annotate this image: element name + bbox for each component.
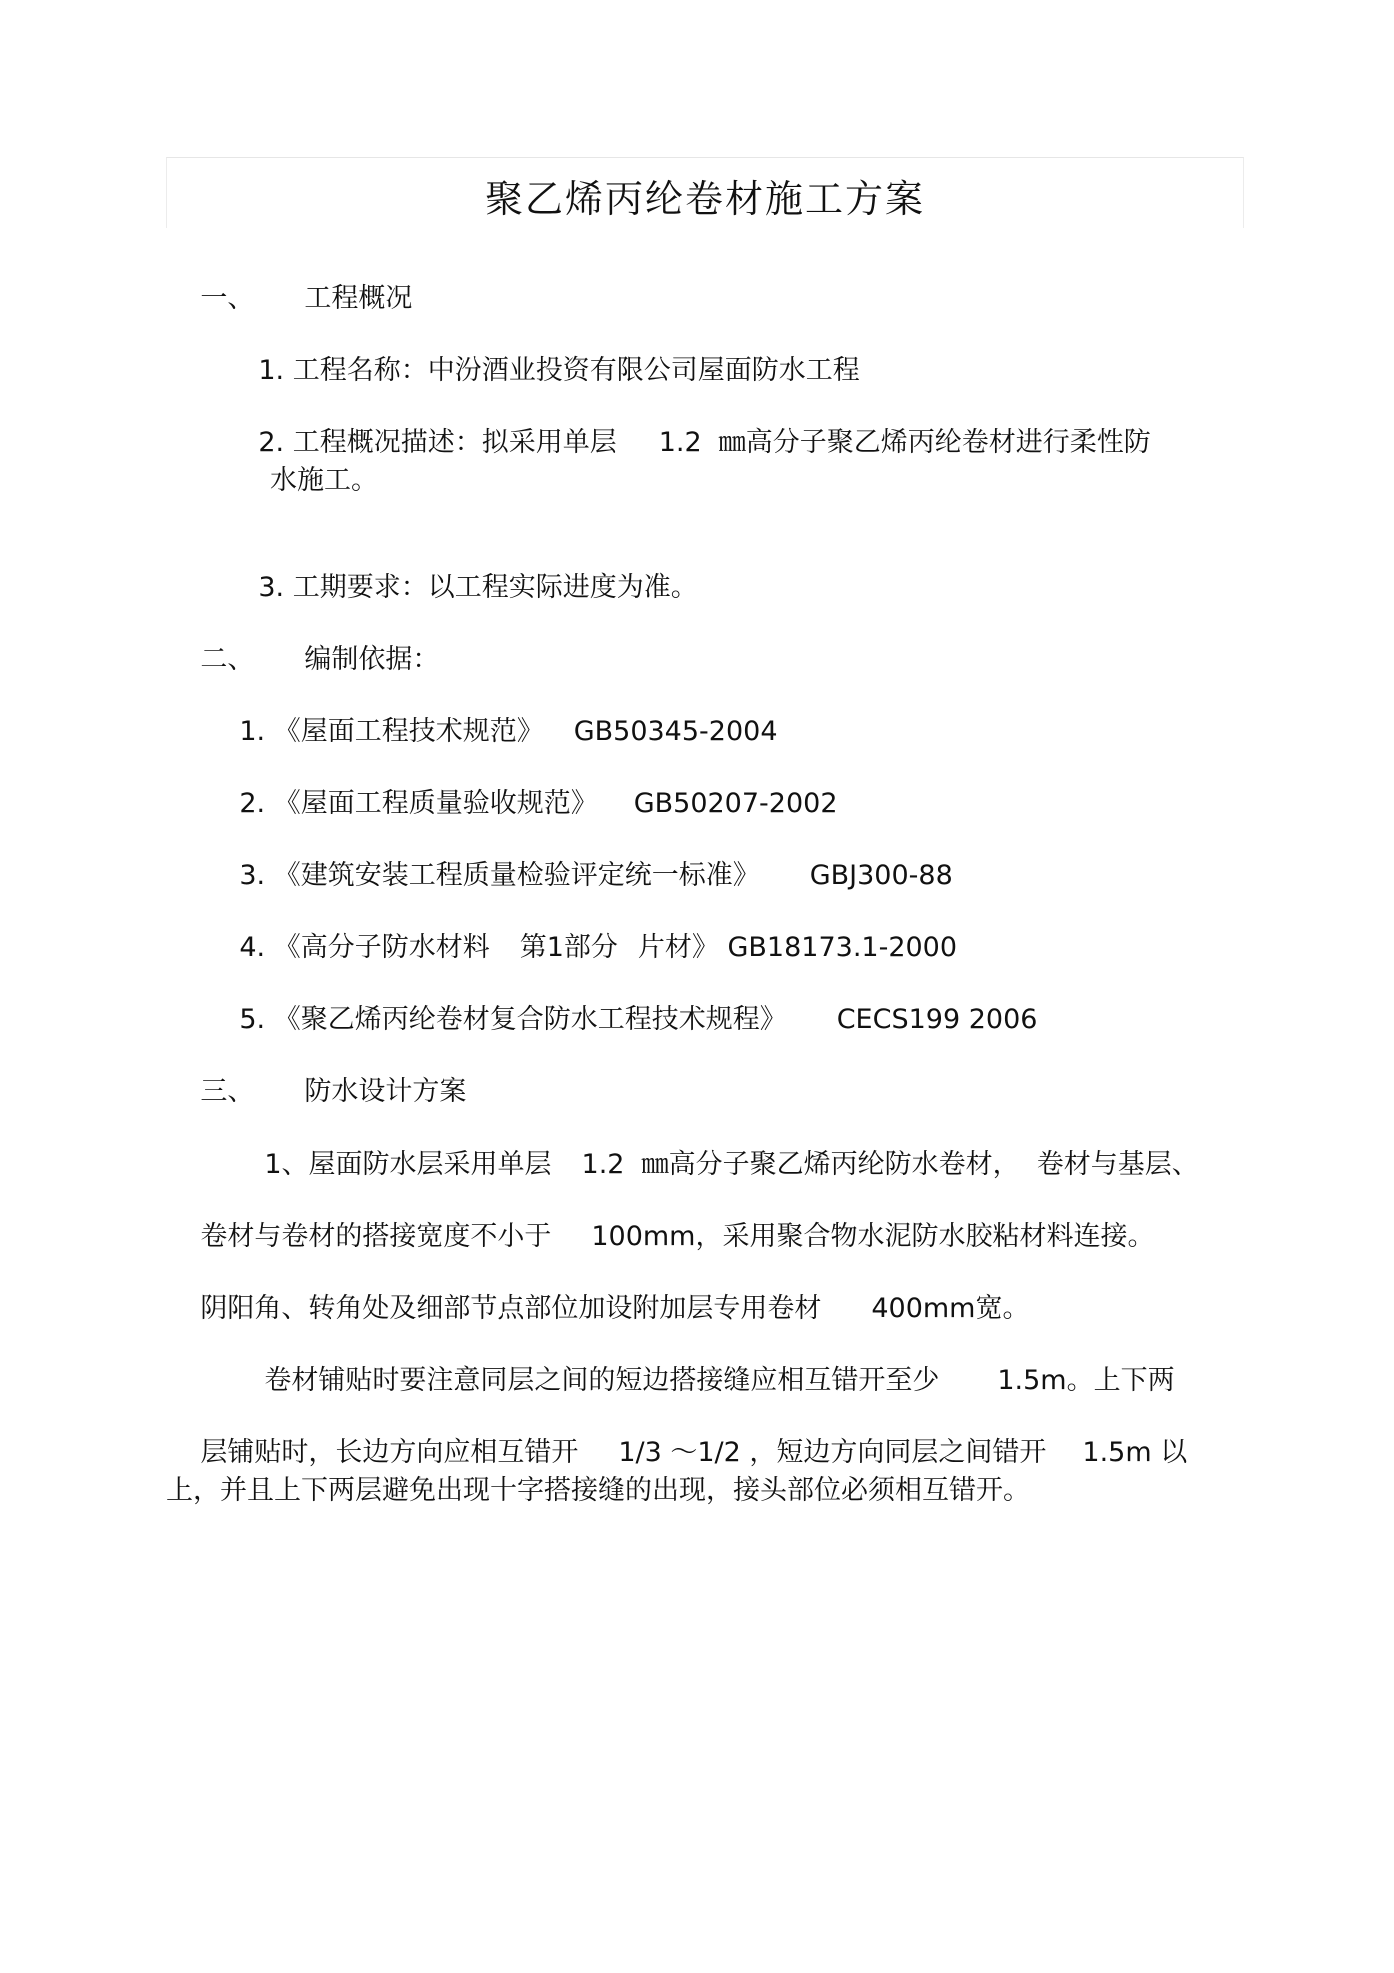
section-title: 防水设计方案 <box>304 1076 467 1107</box>
paragraph-text: 卷材与卷材的搭接宽度不小于 <box>200 1221 552 1252</box>
item-number: 3. <box>258 572 285 603</box>
standard-title-end: 片材》 <box>637 932 719 963</box>
item-text-cont: 1.2 ㎜高分子聚乙烯丙纶卷材进行柔性防 <box>658 427 1151 458</box>
standard-title: 《聚乙烯丙纶卷材复合防水工程技术规程》 <box>273 1004 787 1035</box>
standard-title: 《建筑安装工程质量检验评定统一标准》 <box>273 860 760 891</box>
paragraph-text: 1.2 ㎜高分子聚乙烯丙纶防水卷材， 卷材与基层、 <box>581 1149 1199 1180</box>
standard-part: 第1部分 <box>519 932 618 963</box>
item-text: 工程概况描述：拟采用单层 <box>292 427 617 458</box>
section-title: 工程概况 <box>304 283 413 314</box>
paragraph-text: 1.5m。上下两 <box>997 1365 1175 1396</box>
standard-title: 《高分子防水材料 <box>273 932 490 963</box>
item-number: 3. <box>239 860 266 891</box>
paragraph-text: 400mm宽。 <box>871 1293 1030 1324</box>
item-number: 1. <box>239 716 266 747</box>
standard-code: GB50345-2004 <box>573 716 778 747</box>
item-number: 5. <box>239 1004 266 1035</box>
item-number: 4. <box>239 932 266 963</box>
paragraph-text: 100mm，采用聚合物水泥防水胶粘材料连接。 <box>591 1221 1155 1252</box>
item-number: 2. <box>258 427 285 458</box>
title-box <box>166 157 1244 228</box>
paragraph-text: 阴阳角、转角处及细部节点部位加设附加层专用卷材 <box>200 1293 822 1324</box>
item-text: 工期要求：以工程实际进度为准。 <box>292 572 698 603</box>
paragraph-text: 1、屋面防水层采用单层 <box>264 1149 552 1180</box>
standard-title: 《屋面工程技术规范》 <box>273 716 544 747</box>
overview-item-2-cont: 水施工。 <box>270 465 378 496</box>
paragraph-text: 层铺贴时，长边方向应相互错开 <box>200 1437 579 1468</box>
section-number: 二、 <box>200 644 255 675</box>
standard-code: GBJ300-88 <box>809 860 953 891</box>
section-number: 一、 <box>200 283 255 314</box>
standard-title: 《屋面工程质量验收规范》 <box>273 788 598 819</box>
standard-code: GB18173.1-2000 <box>727 932 958 963</box>
item-text: 工程名称：中汾酒业投资有限公司屋面防水工程 <box>292 355 860 386</box>
design-paragraph-2-line-3: 上，并且上下两层避免出现十字搭接缝的出现，接头部位必须相互错开。 <box>166 1475 1030 1506</box>
paragraph-text: 卷材铺贴时要注意同层之间的短边搭接缝应相互错开至少 <box>264 1365 940 1396</box>
item-number: 2. <box>239 788 266 819</box>
section-title: 编制依据： <box>304 644 440 675</box>
document-title: 聚乙烯丙纶卷材施工方案 <box>484 177 925 221</box>
paragraph-text: 1.5m 以 <box>1082 1437 1188 1468</box>
standard-code: CECS199 2006 <box>836 1004 1038 1035</box>
section-number: 三、 <box>200 1076 255 1107</box>
standard-code: GB50207-2002 <box>633 788 838 819</box>
paragraph-text: 1/3 ～1/2 ，短边方向同层之间错开 <box>618 1437 1047 1468</box>
item-number: 1. <box>258 355 285 386</box>
